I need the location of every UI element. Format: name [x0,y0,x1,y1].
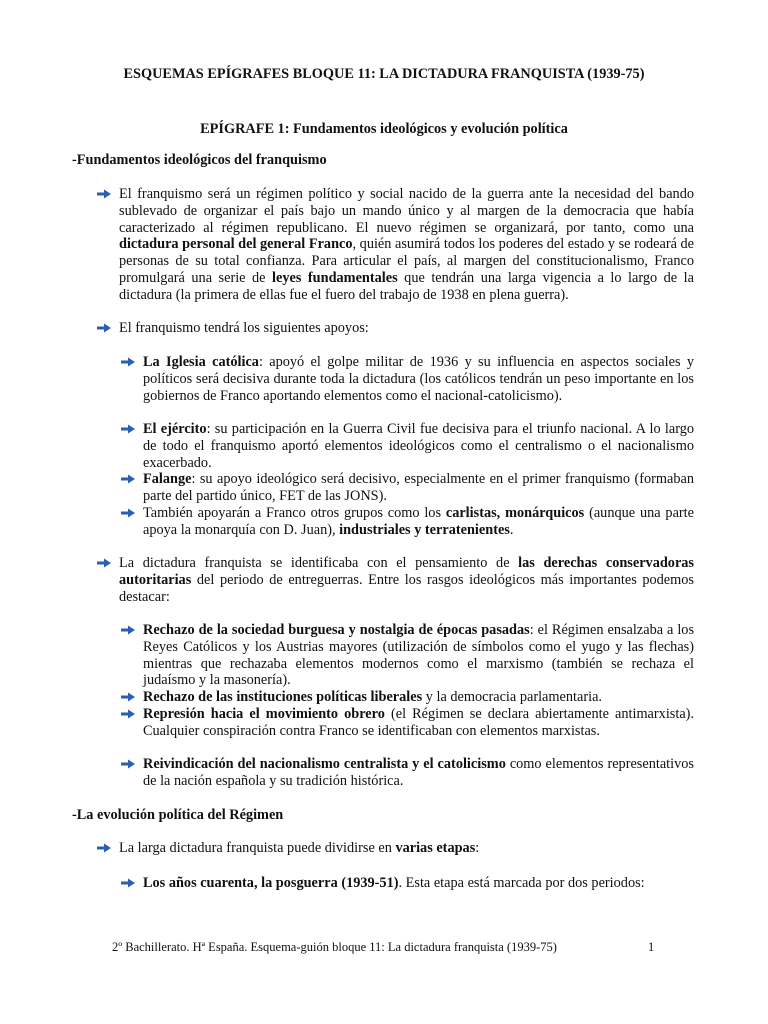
blue-arrow-bullet-icon [96,189,112,199]
blue-arrow-bullet-icon [120,508,136,518]
bold-text: carlistas, monárquicos [445,505,585,521]
text-run: La dictadura franquista se identificaba con el pensamiento de [119,555,519,571]
bullet-text [119,555,694,605]
bullet-item [96,840,694,857]
blue-arrow-bullet-icon [96,323,112,333]
sub-bullet-item [120,689,694,706]
text-run: : apoyó el golpe militar de 1936 y su influencia en aspectos sociales y políticos será decisiva durante toda la dictadura (los católicos tendrán un peso importante en los gobiernos de Franco aportando elementos como el nacional-catolicismo). [143,354,694,404]
text-run: : su participación en la Guerra Civil fue decisiva para el triunfo nacional. A lo largo de todo el franquismo aportó elementos ideológicos como el centralismo o el nacionalismo exacerbado. [143,421,695,471]
document-title: ESQUEMAS EPÍGRAFES BLOQUE 11: LA DICTADURA FRANQUISTA (1939-75) [123,66,645,82]
text-run: . [509,521,514,538]
blue-arrow-bullet-icon [120,357,136,367]
bullet-text [143,706,694,740]
blue-arrow-bullet-icon [120,474,136,484]
bullet-text [143,689,694,706]
blue-arrow-bullet-icon [120,424,136,434]
bullet-text [143,354,694,404]
bold-text: varias etapas [395,840,476,856]
sub-bullet-item [120,756,694,790]
text-run: . Esta etapa está marcada por dos periodos: [398,875,645,891]
page-number: 1 [648,940,655,954]
text-run: : su apoyo ideológico será decisivo, especialmente en el primer franquismo (formaban parte del partido único, FET de las JONS). [143,471,694,504]
bold-text: La Iglesia católica [143,354,259,370]
bullet-text [143,622,694,689]
text-run: También apoyarán a Franco otros grupos como los [143,505,446,521]
sub-bullet-item [120,421,694,471]
bold-text: El ejército [143,421,207,437]
bullet-text [143,875,694,892]
bold-text: Reivindicación del nacionalismo centralista y el catolicismo [143,756,506,772]
bold-text: Falange [143,471,192,487]
blue-arrow-bullet-icon [120,709,136,719]
sub-bullet-item [120,354,694,404]
bold-text: dictadura personal del general Franco [119,236,353,253]
blue-arrow-bullet-icon [120,878,136,888]
blue-arrow-bullet-icon [120,759,136,769]
bullet-text [143,471,694,505]
bold-text: las derechas conservadoras autoritarias [119,555,695,588]
text-run: El franquismo tendrá los siguientes apoyos: [119,320,369,336]
bullet-item [96,555,694,605]
page-footer: 2º Bachillerato. Hª España. Esquema-guión bloque 11: La dictadura franquista (1939-75) [112,940,557,954]
bullet-item [96,320,694,337]
bold-text: Rechazo de la sociedad burguesa y nostalgia de épocas pasadas [143,622,530,638]
sub-bullet-item [120,622,694,689]
bullet-text [143,756,694,790]
text-run: : [475,840,480,856]
text-run: La larga dictadura franquista puede dividirse en [119,840,396,856]
text-run: El franquismo será un régimen político y social nacido de la guerra ante la necesidad del bando sublevado de organizar el país bajo un mando único y al margen de la democracia que había caracterizado al régimen republicano. El nuevo régimen se organizará, por tanto, como una [119,186,694,236]
bullet-text [119,320,694,337]
bold-text: Rechazo de las instituciones políticas liberales [143,689,423,705]
sub-bullet-item [120,875,694,892]
blue-arrow-bullet-icon [120,692,136,702]
bullet-text [143,421,694,471]
blue-arrow-bullet-icon [96,843,112,853]
bold-text: industriales y terratenientes [339,521,510,538]
epigraph-title: EPÍGRAFE 1: Fundamentos ideológicos y evolución política [200,121,568,137]
bullet-text [119,186,694,304]
text-run: y la democracia parlamentaria. [422,689,602,705]
bold-text: Los años cuarenta, la posguerra (1939-51) [143,875,399,891]
text-run: (el Régimen se declara abiertamente antimarxista). Cualquier conspiración contra Franco se identificaban con elementos marxistas. [143,706,695,739]
text-run: como elementos representativos de la nación española y su tradición histórica. [143,756,694,789]
sub-bullet-item [120,505,694,539]
text-run: , quién asumirá todos los poderes del estado y se rodeará de personas de su total confianza. Para articular el país, al margen del constitucionalismo, Franco promulgará una serie de [119,236,694,286]
blue-arrow-bullet-icon [120,625,136,635]
text-run: del periodo de entreguerras. Entre los rasgos ideológicos más importantes podemos destacar: [119,571,694,605]
text-run: que tendrán una larga vigencia a lo largo de la dictadura (la primera de ellas fue el fuero del trabajo de 1938 en plena guerra). [119,269,694,303]
text-run: : el Régimen ensalzaba a los Reyes Católicos y los Austrias mayores (utilización de símbolos como el yugo y las flechas) mientras que rechazaba elementos modernos como el marxismo (también se rechaza el judaísmo y la masonería). [143,622,695,689]
sub-bullet-item [120,706,694,740]
section-heading-ideology: -Fundamentos ideológicos del franquismo [72,152,327,168]
text-run: (aunque una parte apoya la monarquía con D. Juan), [143,505,694,538]
bullet-text [119,840,694,857]
sub-bullet-item [120,471,694,505]
blue-arrow-bullet-icon [96,558,112,568]
section-heading-evolution: -La evolución política del Régimen [72,807,284,823]
bullet-text [143,505,694,539]
bullet-item [96,186,694,304]
bold-text: leyes fundamentales [272,269,398,286]
bold-text: Represión hacia el movimiento obrero [143,706,385,722]
